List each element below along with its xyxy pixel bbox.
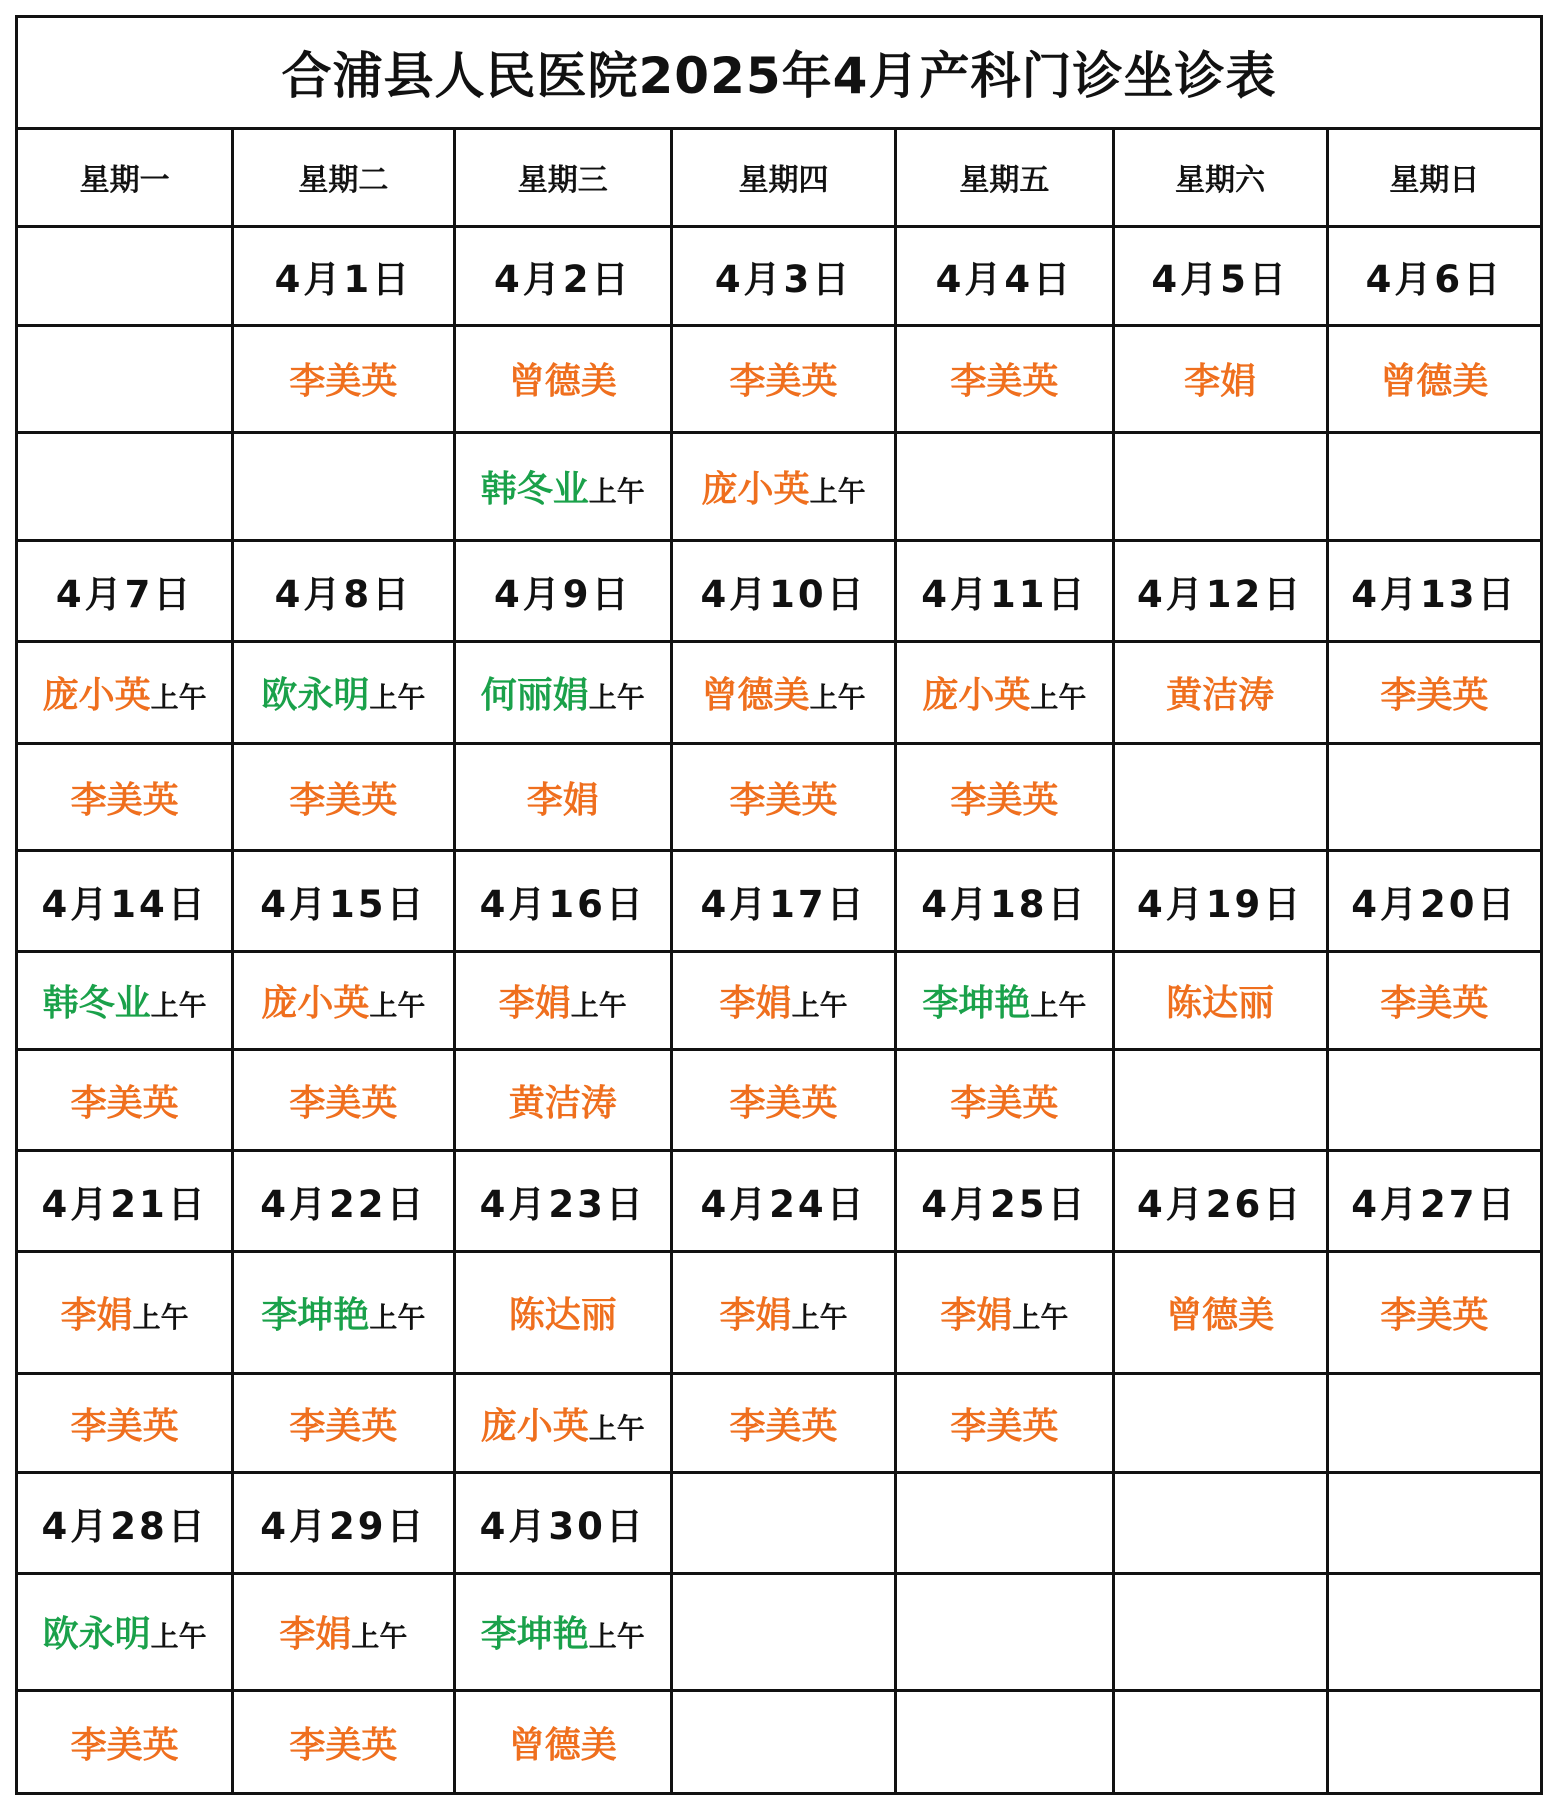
doctor-cell — [233, 1374, 454, 1473]
doctor-cell — [454, 1050, 671, 1151]
doctor-name: 李娟 — [498, 983, 571, 1025]
empty-cell — [1327, 1050, 1541, 1151]
session-label: 上午 — [588, 1620, 645, 1654]
doctor-cell — [1113, 951, 1327, 1050]
date-cell: 4月28日 — [17, 1472, 233, 1573]
date-cell: 4月4日 — [896, 227, 1113, 326]
doctor-row — [17, 1691, 1542, 1794]
doctor-name: 庞小英 — [42, 675, 151, 717]
doctor-cell — [671, 641, 895, 744]
date-cell: 4月5日 — [1113, 227, 1327, 326]
doctor-cell — [17, 1251, 233, 1374]
doctor-name: 陈达丽 — [1166, 983, 1275, 1025]
doctor-cell — [233, 744, 454, 851]
doctor-name: 何丽娟 — [480, 675, 589, 717]
doctor-cell — [671, 1050, 895, 1151]
doctor-name: 李娟 — [1184, 361, 1257, 403]
doctor-row — [17, 325, 1542, 432]
doctor-name: 李娟 — [279, 1614, 352, 1656]
doctor-name: 李坤艳 — [261, 1294, 370, 1336]
date-cell: 4月15日 — [233, 851, 454, 952]
doctor-cell — [233, 1050, 454, 1151]
date-row — [17, 1472, 1542, 1573]
doctor-cell — [1113, 1251, 1327, 1374]
doctor-cell — [17, 744, 233, 851]
doctor-cell — [17, 951, 233, 1050]
doctor-name: 李美英 — [70, 779, 179, 821]
empty-cell — [896, 1573, 1113, 1691]
doctor-row — [17, 641, 1542, 744]
empty-cell — [1327, 1374, 1541, 1473]
doctor-cell — [233, 641, 454, 744]
doctor-name: 李美英 — [289, 1405, 398, 1447]
empty-cell — [1113, 432, 1327, 541]
empty-cell — [1113, 1573, 1327, 1691]
doctor-cell — [233, 1573, 454, 1691]
empty-cell — [1327, 1573, 1541, 1691]
empty-cell — [17, 432, 233, 541]
date-cell: 4月12日 — [1113, 541, 1327, 642]
doctor-cell — [1113, 325, 1327, 432]
doctor-name: 李美英 — [950, 1082, 1059, 1124]
doctor-name: 李美英 — [1380, 675, 1489, 717]
date-cell: 4月11日 — [896, 541, 1113, 642]
doctor-cell — [896, 1374, 1113, 1473]
doctor-cell — [454, 1573, 671, 1691]
doctor-cell — [671, 951, 895, 1050]
date-cell: 4月27日 — [1327, 1150, 1541, 1251]
doctor-cell — [1113, 641, 1327, 744]
empty-cell — [896, 1691, 1113, 1794]
doctor-cell — [17, 1573, 233, 1691]
weekday-header: 星期二 — [233, 128, 454, 227]
doctor-cell — [17, 1050, 233, 1151]
session-label: 上午 — [150, 1620, 207, 1654]
doctor-name: 欧永明 — [261, 675, 370, 717]
doctor-row — [17, 744, 1542, 851]
doctor-cell — [1327, 951, 1541, 1050]
session-label: 上午 — [791, 989, 848, 1023]
session-label: 上午 — [150, 989, 207, 1023]
date-cell: 4月24日 — [671, 1150, 895, 1251]
date-cell: 4月23日 — [454, 1150, 671, 1251]
doctor-cell — [671, 1374, 895, 1473]
doctor-name: 曾德美 — [1166, 1294, 1275, 1336]
date-cell — [1327, 1472, 1541, 1573]
doctor-cell — [454, 1374, 671, 1473]
doctor-name: 庞小英 — [922, 675, 1031, 717]
doctor-name: 李美英 — [289, 1082, 398, 1124]
doctor-cell — [17, 641, 233, 744]
date-cell — [671, 1472, 895, 1573]
empty-cell — [1113, 744, 1327, 851]
doctor-cell — [233, 325, 454, 432]
weekday-header: 星期四 — [671, 128, 895, 227]
doctor-name: 李美英 — [70, 1724, 179, 1766]
doctor-name: 陈达丽 — [508, 1294, 617, 1336]
doctor-name: 李美英 — [1380, 983, 1489, 1025]
doctor-cell — [17, 1691, 233, 1794]
doctor-name: 李美英 — [289, 1724, 398, 1766]
doctor-name: 李娟 — [719, 983, 792, 1025]
weekday-header: 星期五 — [896, 128, 1113, 227]
doctor-name: 韩冬业 — [42, 983, 151, 1025]
doctor-cell — [896, 325, 1113, 432]
doctor-cell — [17, 1374, 233, 1473]
date-cell: 4月21日 — [17, 1150, 233, 1251]
date-cell: 4月22日 — [233, 1150, 454, 1251]
empty-cell — [671, 1691, 895, 1794]
date-cell: 4月20日 — [1327, 851, 1541, 952]
doctor-cell — [454, 1251, 671, 1374]
session-label: 上午 — [1030, 681, 1087, 715]
doctor-row — [17, 1050, 1542, 1151]
doctor-name: 曾德美 — [1380, 361, 1489, 403]
weekday-header: 星期六 — [1113, 128, 1327, 227]
doctor-cell — [896, 1251, 1113, 1374]
doctor-name: 李娟 — [526, 779, 599, 821]
doctor-name: 李美英 — [729, 361, 838, 403]
empty-cell — [1327, 1691, 1541, 1794]
doctor-name: 庞小英 — [701, 468, 810, 510]
doctor-name: 李娟 — [60, 1294, 133, 1336]
weekday-header: 星期一 — [17, 128, 233, 227]
session-label: 上午 — [1030, 989, 1087, 1023]
doctor-cell — [896, 1050, 1113, 1151]
doctor-name: 李美英 — [70, 1082, 179, 1124]
session-label: 上午 — [369, 989, 426, 1023]
doctor-row — [17, 1573, 1542, 1691]
date-row — [17, 541, 1542, 642]
doctor-name: 李美英 — [289, 361, 398, 403]
schedule-table — [15, 15, 1543, 1795]
doctor-cell — [454, 951, 671, 1050]
doctor-cell — [671, 1251, 895, 1374]
date-cell: 4月9日 — [454, 541, 671, 642]
doctor-name: 李坤艳 — [480, 1614, 589, 1656]
weekday-header: 星期三 — [454, 128, 671, 227]
empty-cell — [1113, 1374, 1327, 1473]
doctor-name: 韩冬业 — [480, 468, 589, 510]
doctor-cell — [1327, 1251, 1541, 1374]
doctor-row — [17, 1251, 1542, 1374]
date-cell: 4月29日 — [233, 1472, 454, 1573]
session-label: 上午 — [588, 1411, 645, 1445]
doctor-cell — [454, 325, 671, 432]
doctor-name: 欧永明 — [42, 1614, 151, 1656]
session-label: 上午 — [588, 474, 645, 508]
doctor-name: 黄洁涛 — [1166, 675, 1275, 717]
date-cell — [1113, 1472, 1327, 1573]
session-label: 上午 — [351, 1620, 408, 1654]
doctor-cell — [896, 744, 1113, 851]
date-cell — [17, 227, 233, 326]
date-cell: 4月13日 — [1327, 541, 1541, 642]
session-label: 上午 — [150, 681, 207, 715]
date-cell: 4月19日 — [1113, 851, 1327, 952]
session-label: 上午 — [369, 681, 426, 715]
doctor-cell — [233, 1691, 454, 1794]
doctor-name: 李美英 — [950, 1405, 1059, 1447]
doctor-name: 曾德美 — [701, 675, 810, 717]
date-cell: 4月25日 — [896, 1150, 1113, 1251]
empty-cell — [233, 432, 454, 541]
date-cell: 4月7日 — [17, 541, 233, 642]
doctor-row — [17, 951, 1542, 1050]
date-row — [17, 851, 1542, 952]
date-cell: 4月3日 — [671, 227, 895, 326]
weekday-header: 星期日 — [1327, 128, 1541, 227]
date-cell: 4月10日 — [671, 541, 895, 642]
doctor-cell — [671, 432, 895, 541]
session-label: 上午 — [132, 1300, 189, 1334]
date-cell: 4月2日 — [454, 227, 671, 326]
doctor-row — [17, 432, 1542, 541]
doctor-name: 庞小英 — [480, 1405, 589, 1447]
doctor-name: 李美英 — [729, 1405, 838, 1447]
doctor-name: 李美英 — [289, 779, 398, 821]
weekday-header-row — [17, 128, 1542, 227]
doctor-name: 李美英 — [729, 779, 838, 821]
doctor-cell — [896, 641, 1113, 744]
session-label: 上午 — [809, 681, 866, 715]
doctor-name: 李娟 — [719, 1294, 792, 1336]
doctor-name: 黄洁涛 — [508, 1082, 617, 1124]
doctor-name: 李美英 — [729, 1082, 838, 1124]
schedule-sheet — [15, 15, 1543, 1795]
doctor-cell — [896, 951, 1113, 1050]
doctor-cell — [233, 951, 454, 1050]
doctor-name: 李美英 — [950, 361, 1059, 403]
doctor-name: 曾德美 — [508, 1724, 617, 1766]
session-label: 上午 — [570, 989, 627, 1023]
date-cell: 4月14日 — [17, 851, 233, 952]
doctor-cell — [1327, 325, 1541, 432]
date-cell: 4月17日 — [671, 851, 895, 952]
doctor-name: 李美英 — [1380, 1294, 1489, 1336]
doctor-cell — [233, 1251, 454, 1374]
date-cell: 4月18日 — [896, 851, 1113, 952]
session-label: 上午 — [369, 1300, 426, 1334]
doctor-name: 曾德美 — [508, 361, 617, 403]
date-row — [17, 227, 1542, 326]
date-cell: 4月16日 — [454, 851, 671, 952]
doctor-name: 李美英 — [70, 1405, 179, 1447]
title-row — [17, 17, 1542, 129]
session-label: 上午 — [588, 681, 645, 715]
doctor-cell — [671, 325, 895, 432]
date-row — [17, 1150, 1542, 1251]
session-label: 上午 — [1012, 1300, 1069, 1334]
empty-cell — [1327, 432, 1541, 541]
session-label: 上午 — [809, 474, 866, 508]
empty-cell — [671, 1573, 895, 1691]
doctor-cell — [454, 432, 671, 541]
empty-cell — [17, 325, 233, 432]
session-label: 上午 — [791, 1300, 848, 1334]
date-cell — [896, 1472, 1113, 1573]
doctor-cell — [454, 641, 671, 744]
empty-cell — [1327, 744, 1541, 851]
date-cell: 4月8日 — [233, 541, 454, 642]
doctor-name: 李娟 — [940, 1294, 1013, 1336]
date-cell: 4月1日 — [233, 227, 454, 326]
doctor-cell — [454, 1691, 671, 1794]
doctor-cell — [1327, 641, 1541, 744]
empty-cell — [1113, 1691, 1327, 1794]
doctor-row — [17, 1374, 1542, 1473]
date-cell: 4月6日 — [1327, 227, 1541, 326]
doctor-cell — [454, 744, 671, 851]
date-cell: 4月30日 — [454, 1472, 671, 1573]
date-cell: 4月26日 — [1113, 1150, 1327, 1251]
doctor-cell — [671, 744, 895, 851]
doctor-name: 李坤艳 — [922, 983, 1031, 1025]
doctor-name: 李美英 — [950, 779, 1059, 821]
empty-cell — [896, 432, 1113, 541]
page-title: 合浦县人民医院2025年4月产科门诊坐诊表 — [17, 17, 1542, 129]
empty-cell — [1113, 1050, 1327, 1151]
doctor-name: 庞小英 — [261, 983, 370, 1025]
